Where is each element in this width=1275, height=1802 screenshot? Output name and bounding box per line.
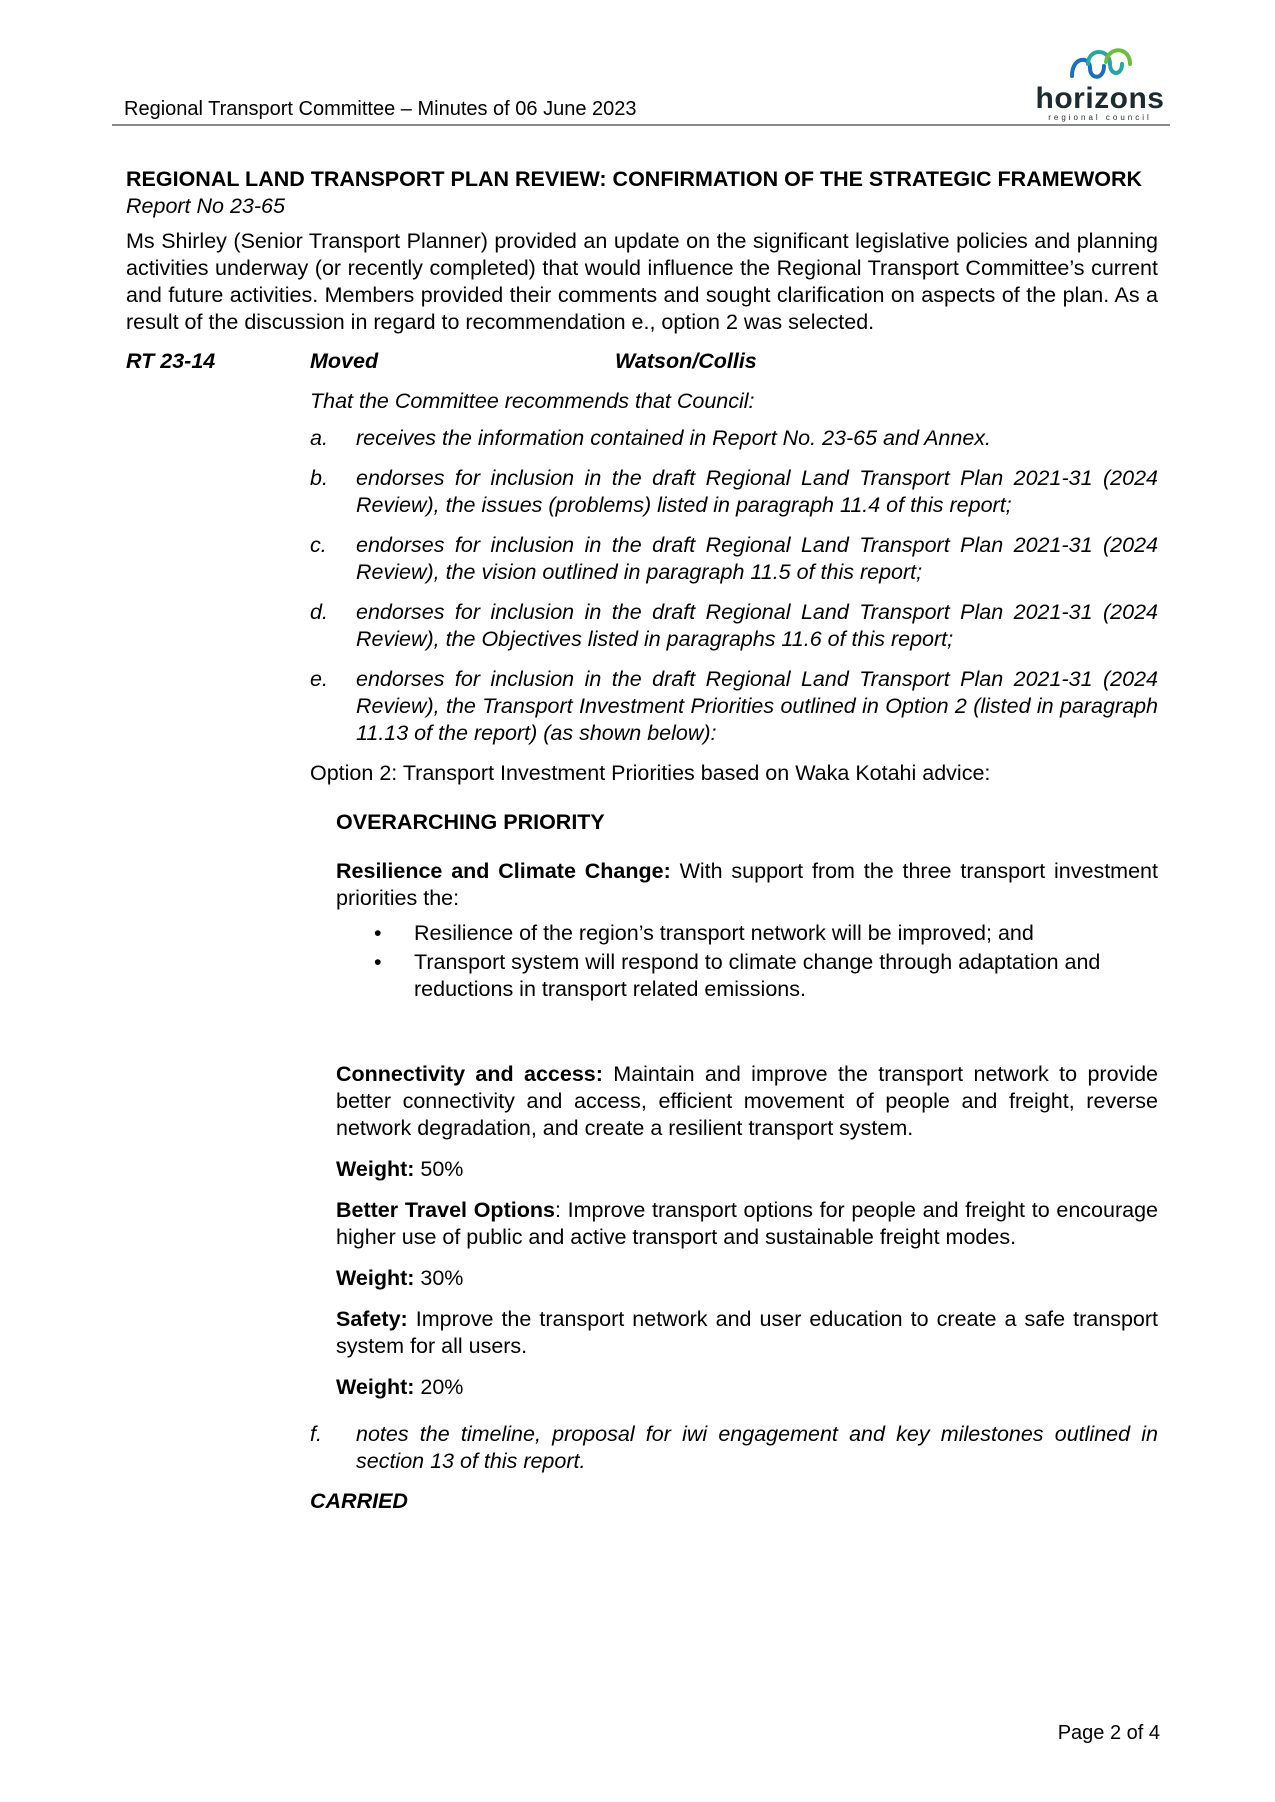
priority-weight [336, 1374, 1158, 1401]
report-number: Report No 23-65 [126, 194, 285, 218]
item-letter: b. [310, 466, 328, 490]
priority-text: : Improve transport options for people and freight to encourage higher use of public and active transport and sustainable freight modes. [336, 1198, 1158, 1249]
header-divider [112, 124, 1170, 126]
motion-header [126, 348, 1158, 378]
weight-value: 20% [414, 1375, 464, 1399]
priority-label: Connectivity and access: [336, 1062, 603, 1086]
priority-label: Better Travel Options [336, 1198, 555, 1222]
priority-connectivity [336, 1061, 1158, 1142]
list-item: • Resilience of the region’s transport network will be improved; and [374, 920, 1158, 947]
motion-movers: Watson/Collis [615, 349, 757, 373]
resolution-item-b [310, 465, 1158, 519]
item-text: endorses for inclusion in the draft Regional Land Transport Plan 2021-31 (2024 Review), the issues (problems) listed in paragraph 11.4 of this report; [356, 466, 1158, 517]
item-text: endorses for inclusion in the draft Regional Land Transport Plan 2021-31 (2024 Review), the Transport Investment Priorities outlined in Option 2 (listed in paragraph 11.13 of the report) (as shown below): [356, 667, 1158, 745]
header-title: Regional Transport Committee – Minutes of 06 June 2023 [124, 98, 637, 120]
motion-result: CARRIED [310, 1489, 408, 1513]
logo-subtitle: regional council [1048, 113, 1152, 122]
page-number: Page 2 of 4 [1057, 1722, 1160, 1744]
resolution-continued [310, 1421, 1158, 1515]
page-header [112, 42, 1170, 128]
item-text: receives the information contained in Report No. 23-65 and Annex. [356, 426, 992, 450]
priority-text: Maintain and improve the transport network to provide better connectivity and access, efficient movement of people and freight, reverse network degradation, and create a resilient transport system. [336, 1062, 1158, 1140]
priority-travel-options [336, 1197, 1158, 1251]
resolution-item-d [310, 599, 1158, 653]
item-letter: e. [310, 667, 328, 691]
weight-label: Weight: [336, 1157, 415, 1181]
resilience-bullets [336, 920, 1158, 1003]
resolution-item-c [310, 532, 1158, 586]
item-letter: a. [310, 426, 328, 450]
item-heading: REGIONAL LAND TRANSPORT PLAN REVIEW: CONFIRMATION OF THE STRATEGIC FRAMEWORK [126, 167, 1143, 191]
priority-weight [336, 1156, 1158, 1183]
weight-value: 30% [414, 1266, 464, 1290]
weight-label: Weight: [336, 1375, 415, 1399]
resolution [310, 388, 1158, 787]
item-text: endorses for inclusion in the draft Regional Land Transport Plan 2021-31 (2024 Review), the Objectives listed in paragraphs 11.6 of this report; [356, 600, 1158, 651]
weight-label: Weight: [336, 1266, 415, 1290]
priority-text: Improve the transport network and user education to create a safe transport system for all users. [336, 1307, 1158, 1358]
priority-weight [336, 1265, 1158, 1292]
list-item: • Transport system will respond to climate change through adaptation and reductions in transport related emissions. [374, 949, 1158, 1003]
priority-text: With support from the three transport investment priorities the: [336, 859, 1158, 910]
overarching-title: OVERARCHING PRIORITY [336, 810, 605, 834]
investment-priorities [336, 809, 1158, 1401]
item-summary: Ms Shirley (Senior Transport Planner) provided an update on the significant legislative policies and planning activities underway (or recently completed) that would influence the Regional Transport Committee’s current and future activities. Members provided their comments and sought clarification on aspects of the plan. As a result of the discussion in regard to recommendation e., option 2 was selected. [126, 229, 1158, 334]
weight-value: 50% [414, 1157, 464, 1181]
logo-waves-icon [1030, 42, 1170, 82]
item-letter: c. [310, 533, 327, 557]
item-text: endorses for inclusion in the draft Regional Land Transport Plan 2021-31 (2024 Review), the vision outlined in paragraph 11.5 of this report; [356, 533, 1158, 584]
resolution-item-e [310, 666, 1158, 747]
moved-label: Moved [310, 349, 379, 373]
resolution-item-a [310, 425, 1158, 452]
resolution-item-f [310, 1421, 1158, 1475]
resilience-priority [336, 858, 1158, 912]
option-intro: Option 2: Transport Investment Priorities based on Waka Kotahi advice: [310, 761, 991, 785]
priority-label: Resilience and Climate Change: [336, 859, 671, 883]
motion-number: RT 23-14 [126, 349, 216, 373]
horizons-logo [1030, 42, 1170, 122]
minutes-body [126, 166, 1158, 1515]
item-letter: d. [310, 600, 328, 624]
priority-safety [336, 1306, 1158, 1360]
item-letter: f. [310, 1422, 322, 1446]
resolution-intro: That the Committee recommends that Council: [310, 389, 755, 413]
priority-label: Safety: [336, 1307, 408, 1331]
logo-wordmark: horizons [1035, 82, 1165, 115]
item-text: notes the timeline, proposal for iwi engagement and key milestones outlined in section 13 of this report. [356, 1422, 1158, 1473]
